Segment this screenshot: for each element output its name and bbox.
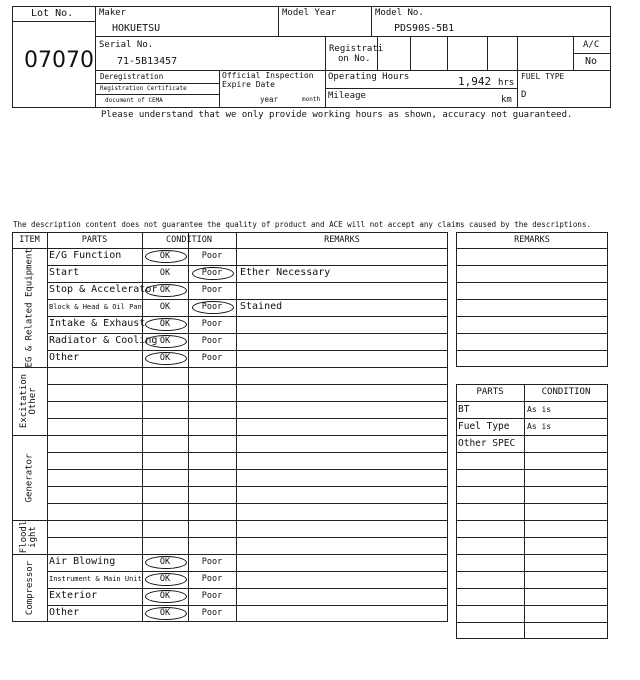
lot-label: Lot No. xyxy=(31,8,74,19)
ok-option: OK xyxy=(159,353,171,363)
poor-option: Poor xyxy=(201,268,223,278)
official-inspection-label-1: Official Inspection xyxy=(222,71,314,80)
col-item-header: ITEM xyxy=(19,235,40,245)
serial-value: 71-5B13457 xyxy=(117,56,178,67)
poor-option: Poor xyxy=(201,336,223,346)
operating-hours-value: 1,942 xyxy=(458,75,492,88)
model-no-value: PDS90S-5B1 xyxy=(394,23,455,34)
description-note: The description content does not guarantee the quality of product and ACE will not accept any claims caused by the descriptions. xyxy=(13,220,591,229)
poor-option: Poor xyxy=(201,557,223,567)
ok-circle-mark xyxy=(145,607,187,620)
deregistration-label: Deregistration xyxy=(100,72,164,81)
poor-option: Poor xyxy=(201,608,223,618)
poor-option: Poor xyxy=(201,574,223,584)
maker-label: Maker xyxy=(99,8,127,18)
part-name: Block & Head & Oil Pan xyxy=(49,303,142,311)
right-remarks-header: REMARKS xyxy=(514,235,550,245)
ok-option: OK xyxy=(159,251,171,261)
year-label: year xyxy=(260,95,279,104)
ok-option: OK xyxy=(159,268,171,278)
ok-circle-mark xyxy=(145,335,187,348)
registration-label-1: Registrati xyxy=(329,44,384,54)
ac-value: No xyxy=(585,56,598,67)
poor-circle-mark xyxy=(192,301,234,314)
spec-condition: As is xyxy=(527,405,552,414)
registration-certificate-label: Registration Certificate xyxy=(100,85,187,92)
serial-label: Serial No. xyxy=(99,40,154,50)
section-label: Compressor xyxy=(24,560,35,616)
ok-circle-mark xyxy=(145,284,187,297)
ac-label: A/C xyxy=(583,40,600,50)
ok-circle-mark xyxy=(145,556,187,569)
spec-parts-header: PARTS xyxy=(476,387,504,397)
part-name: Exterior xyxy=(49,590,98,601)
ok-circle-mark xyxy=(145,352,187,365)
registration-label-2: on No. xyxy=(338,54,371,64)
spec-part: Other SPEC xyxy=(458,438,516,449)
model-year-label: Model Year xyxy=(282,8,337,18)
ok-option: OK xyxy=(159,319,171,329)
poor-option: Poor xyxy=(201,285,223,295)
section-label: EG & Related Equipment xyxy=(24,247,35,367)
disclaimer-text: Please understand that we only provide working hours as shown, accuracy not guaranteed. xyxy=(101,110,573,120)
official-inspection-label-2: Expire Date xyxy=(222,80,275,89)
part-name: E/G Function xyxy=(49,250,122,261)
remark-text: Ether Necessary xyxy=(240,267,331,278)
model-no-label: Model No. xyxy=(375,8,424,18)
remark-text: Stained xyxy=(240,301,283,312)
ok-circle-mark xyxy=(145,250,187,263)
part-name: Other xyxy=(49,352,80,363)
section-label: Excitation Other xyxy=(18,373,38,429)
month-label: month xyxy=(302,96,321,103)
km-unit: km xyxy=(501,95,512,105)
ok-option: OK xyxy=(159,574,171,584)
section-label: Floodl ight xyxy=(18,520,38,554)
ok-circle-mark xyxy=(145,573,187,586)
ok-circle-mark xyxy=(145,590,187,603)
poor-circle-mark xyxy=(192,267,234,280)
lot-number: 07070 xyxy=(24,48,94,73)
part-name: Start xyxy=(49,267,80,278)
part-name: Other xyxy=(49,607,80,618)
spec-condition: As is xyxy=(527,422,552,431)
poor-option: Poor xyxy=(201,591,223,601)
ok-option: OK xyxy=(159,557,171,567)
section-label: Generator xyxy=(24,453,35,502)
cema-label: document of CEMA xyxy=(105,97,163,104)
part-name: Radiator & Cooling xyxy=(49,335,158,346)
part-name: Air Blowing xyxy=(49,556,116,567)
fuel-type-label: FUEL TYPE xyxy=(521,72,565,81)
ok-option: OK xyxy=(159,302,171,312)
part-name: Instrument & Main Unit xyxy=(49,575,142,583)
operating-hours-label: Operating Hours xyxy=(328,72,410,82)
ok-option: OK xyxy=(159,336,171,346)
col-remarks-header: REMARKS xyxy=(324,235,360,245)
hours-unit: hrs xyxy=(498,78,515,88)
spec-part: BT xyxy=(458,404,470,415)
ok-option: OK xyxy=(159,591,171,601)
ok-option: OK xyxy=(159,285,171,295)
part-name: Stop & Accelerator xyxy=(49,284,158,295)
col-parts-header: PARTS xyxy=(81,235,108,245)
mileage-label: Mileage xyxy=(328,91,366,101)
ok-option: OK xyxy=(159,608,171,618)
part-name: Intake & Exhaust xyxy=(49,318,146,329)
col-condition-header: CONDITION xyxy=(165,235,213,245)
poor-option: Poor xyxy=(201,353,223,363)
spec-condition-header: CONDITION xyxy=(541,387,591,397)
poor-option: Poor xyxy=(201,319,223,329)
poor-option: Poor xyxy=(201,302,223,312)
spec-part: Fuel Type xyxy=(458,421,510,432)
fuel-type-value: D xyxy=(521,90,527,100)
ok-circle-mark xyxy=(145,318,187,331)
maker-value: HOKUETSU xyxy=(112,23,161,34)
poor-option: Poor xyxy=(201,251,223,261)
